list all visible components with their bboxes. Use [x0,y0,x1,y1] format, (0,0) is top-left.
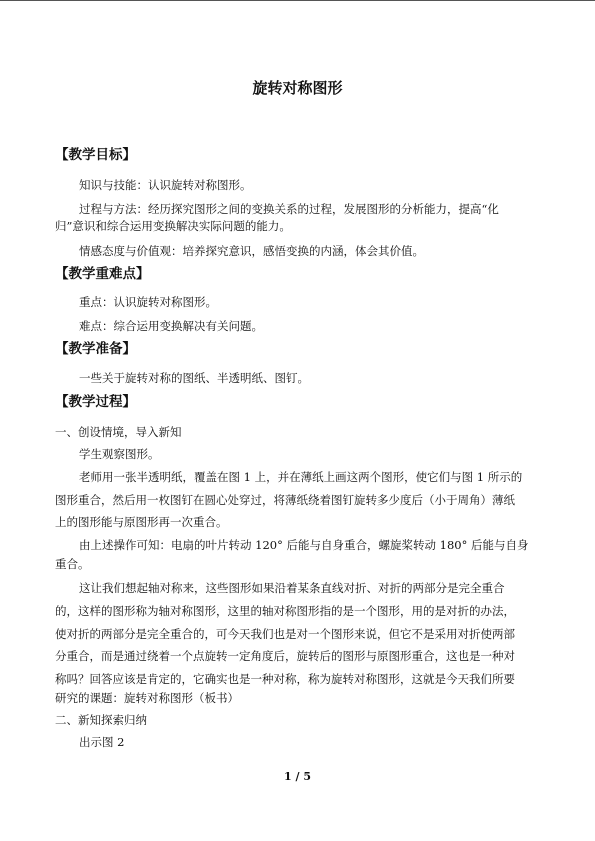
key-points-line-1: 重点：认识旋转对称图形。 [79,295,217,309]
section-heading-process: 【教学过程】 [55,394,136,410]
section-heading-key-points: 【教学重难点】 [55,266,150,282]
key-points-line-2: 难点：综合运用变换解决有关问题。 [79,319,263,333]
goals-line-2: 过程与方法：经历探究图形之间的变换关系的过程，发展图形的分析能力，提高“化 [79,202,499,216]
page-number: 1 / 5 [284,770,311,783]
goals-line-3: 归”意识和综合运用变换解决实际问题的能力。 [55,219,291,233]
section-heading-preparation: 【教学准备】 [55,341,136,357]
process-line-6: 由上述操作可知：电扇的叶片转动 120° 后能与自身重合，螺旋桨转动 180° 后能与自身 [79,538,529,552]
process-line-5: 上的图形能与原图形再一次重合。 [55,515,228,529]
process-line-14: 二、新知探索归纳 [55,713,147,727]
process-line-13: 研究的课题：旋转对称图形（板书） [55,691,239,705]
process-line-3: 老师用一张半透明纸，覆盖在图 1 上，并在薄纸上画这两个图形，使它们与图 1 所示的 [79,470,523,484]
process-line-15: 出示图 2 [79,735,125,749]
goals-line-1: 知识与技能：认识旋转对称图形。 [79,178,252,192]
preparation-line-1: 一些关于旋转对称的图纸、半透明纸、图钉。 [79,371,309,385]
process-line-8: 这让我们想起轴对称来，这些图形如果沿着某条直线对折、对折的两部分是完全重合 [79,581,505,595]
section-heading-goals: 【教学目标】 [55,147,136,163]
process-line-11: 分重合，而是通过绕着一个点旋转一定角度后，旋转后的图形与原图形重合，这也是一种对 [55,649,515,663]
process-line-10: 使对折的两部分是完全重合的，可今天我们也是对一个图形来说，但它不是采用对折使两部 [55,627,515,641]
process-line-9: 的，这样的图形称为轴对称图形，这里的轴对称图形指的是一个图形，用的是对折的办法， [55,604,515,618]
process-line-2: 学生观察图形。 [79,447,160,461]
goals-line-4: 情感态度与价值观：培养探究意识，感悟变换的内涵，体会其价值。 [79,244,424,258]
top-rule [0,0,595,1]
process-line-1: 一、创设情境，导入新知 [55,425,182,439]
process-line-12: 称吗？回答应该是肯定的，它确实也是一种对称，称为旋转对称图形，这就是今天我们所要 [55,672,515,686]
process-line-7: 重合。 [55,557,90,571]
page-title: 旋转对称图形 [252,79,343,97]
process-line-4: 图形重合，然后用一枚图钉在圆心处穿过，将薄纸绕着图钉旋转多少度后（小于周角）薄纸 [55,493,515,507]
